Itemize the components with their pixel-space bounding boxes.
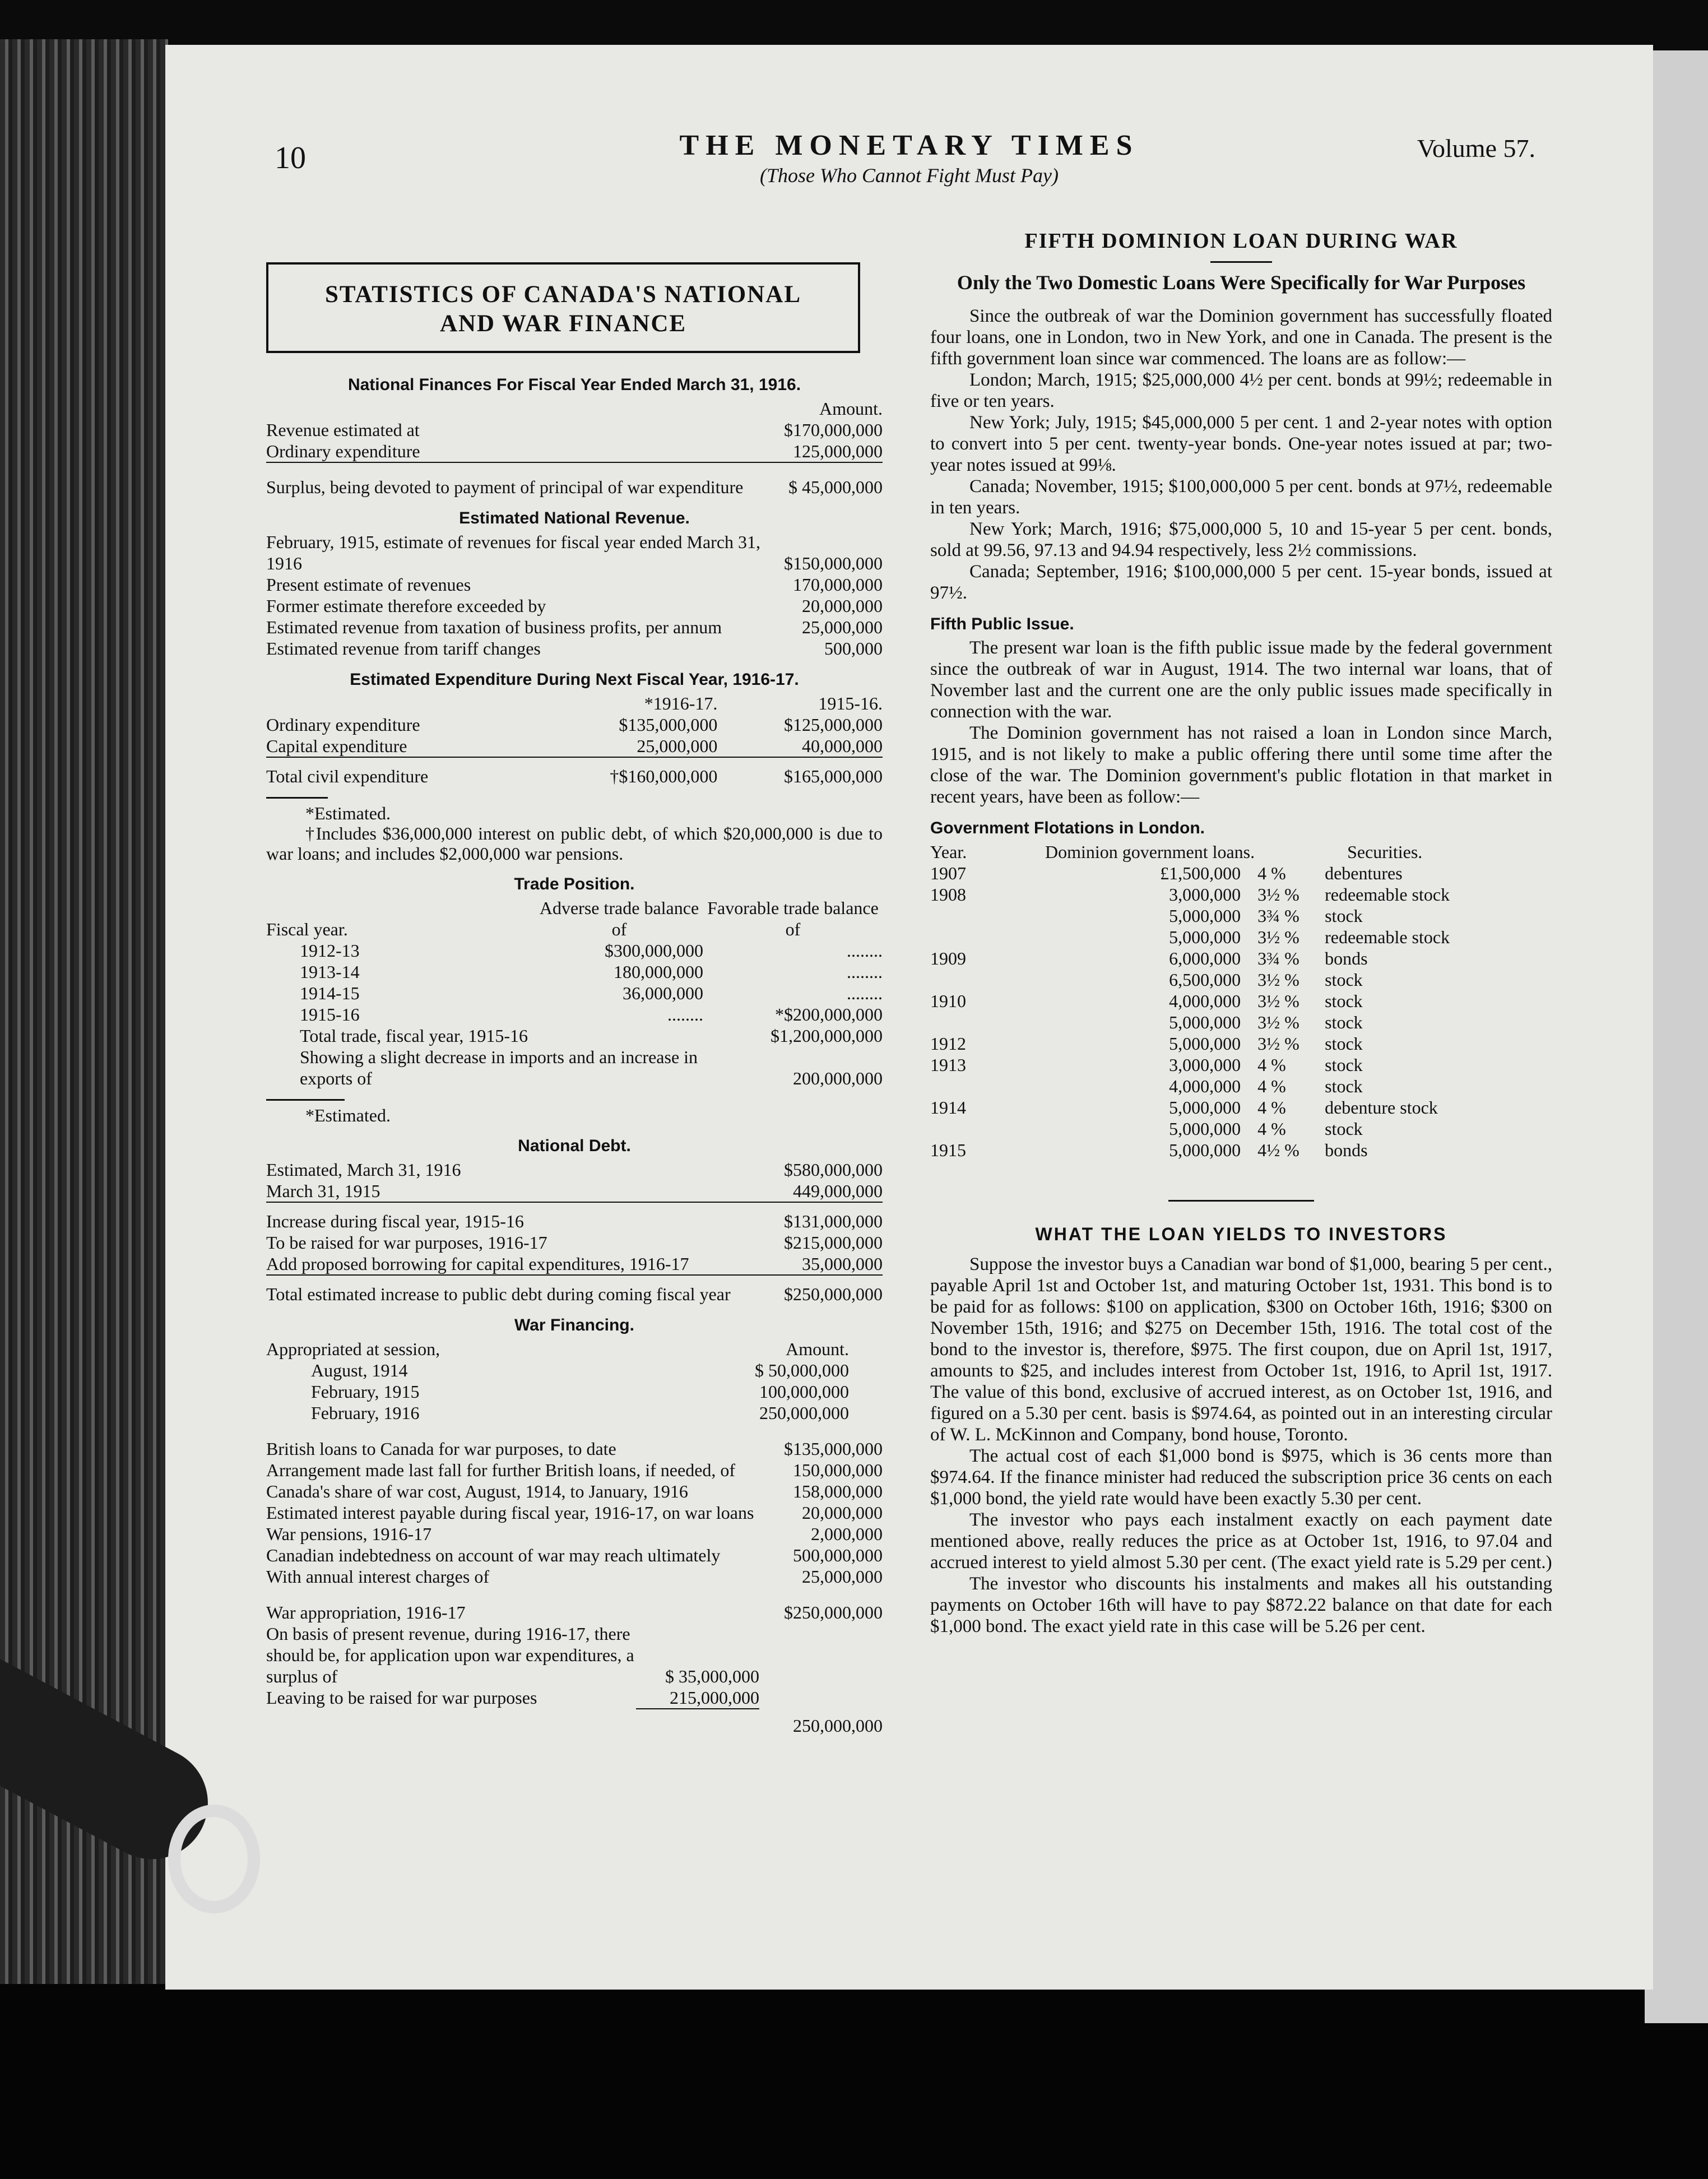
flotation-year: [930, 1075, 981, 1097]
flotation-amt: 5,000,000: [1169, 927, 1241, 947]
flotation-rate: 4 %: [1257, 1119, 1286, 1139]
table-row: February, 1915 100,000,000: [311, 1381, 849, 1402]
table-row: Ordinary expenditure 125,000,000: [266, 441, 883, 461]
right-column: [930, 213, 1552, 1637]
flotation-year: [930, 1118, 981, 1139]
table-row: August, 1914 $ 50,000,000: [311, 1360, 849, 1380]
flotation-rate: 4½ %: [1257, 1140, 1299, 1160]
flotation-amt: 5,000,000: [1169, 1097, 1241, 1118]
table-row: [930, 1054, 1552, 1075]
table-row: Leaving to be raised for war purposes 215,000,000: [266, 1687, 759, 1708]
table-row: February, 1915, estimate of revenues for fiscal year ended March 31, 1916 $150,000,000: [266, 532, 883, 573]
box-title-line-1: STATISTICS OF CANADA'S NATIONAL: [324, 281, 802, 308]
masthead: THE MONETARY TIMES: [679, 129, 1139, 161]
table-row: Estimated revenue from tariff changes 500,000: [266, 638, 883, 659]
flotation-year: [930, 926, 981, 948]
flotation-sec: stock: [1325, 1033, 1363, 1054]
flotation-amt: 3,000,000: [1169, 884, 1241, 905]
table-row: Former estimate therefore exceeded by 20,000,000: [266, 596, 883, 616]
yield-paragraph: Suppose the investor buys a Canadian war bond of $1,000, bearing 5 per cent., payable April 1st and October 1st, and maturing October 1st, 1931. This bond is to be paid for as follows: $100 on application, $300 on October 16th, 1916; $300 on November 15th, 1916; and $275 on December 15th, 1916. The total cost of the bond to the investor is, therefore, $975. The first coupon, due on April 1st, 1917, amounts to $25, and includes interest from October 1st, 1916, to April 1st, 1917. The value of this bond, exclusive of accrued interest, as on October 1st, 1916, and figured on a 5.30 per cent. basis is $974.64, as pointed out in an interesting circular of W. L. McKinnon and Company, bond house, Toronto.: [930, 1254, 1552, 1445]
table-row: Add proposed borrowing for capital expenditures, 1916-17 35,000,000: [266, 1254, 883, 1274]
table-row: Showing a slight decrease in imports and an increase in exports of 200,000,000: [300, 1047, 883, 1088]
flotation-year: [930, 1012, 981, 1033]
flotation-rate: 4 %: [1257, 1055, 1286, 1075]
table-row: With annual interest charges of 25,000,000: [266, 1566, 883, 1587]
table-row: [930, 990, 1552, 1012]
table-row: British loans to Canada for war purposes, to date $135,000,000: [266, 1439, 883, 1459]
flotation-amt: 4,000,000: [1169, 991, 1241, 1011]
divider: [266, 1099, 345, 1101]
bottom-shadow: [0, 1984, 1708, 2179]
flotation-sec: stock: [1325, 1119, 1363, 1139]
table-row: Total trade, fiscal year, 1915-16 $1,200,000,000: [300, 1026, 883, 1046]
fifth-issue-heading: Fifth Public Issue.: [930, 615, 1074, 633]
table-row: Revenue estimated at $170,000,000: [266, 420, 883, 440]
table-row: Total estimated increase to public debt during coming fiscal year $250,000,000: [266, 1284, 883, 1304]
yield-paragraph: The investor who discounts his instalments and makes all his outstanding payments on October 16th will have to pay $872.22 balance on that date for each $1,000 bond. The exact yield rate in this case will be 5.26 per cent.: [930, 1574, 1552, 1636]
flotation-sec: debentures: [1325, 863, 1403, 883]
flotation-rate: 3½ %: [1257, 1033, 1299, 1054]
page-header: [165, 129, 1653, 207]
table-row: [930, 1075, 1552, 1097]
table-row: On basis of present revenue, during 1916-17, there should be, for application upon war expenditures, a surplus of $ 35,000,000: [266, 1624, 759, 1686]
box-title-line-2: AND WAR FINANCE: [439, 310, 687, 337]
flotation-year: 1914: [930, 1097, 966, 1118]
volume-label: Volume 57.: [1417, 134, 1535, 163]
expenditure-heading: Estimated Expenditure During Next Fiscal Year, 1916-17.: [350, 670, 799, 689]
flotation-sec: stock: [1325, 991, 1363, 1011]
binder-ring: [168, 1805, 260, 1913]
loan-paragraph: Canada; November, 1915; $100,000,000 5 per cent. bonds at 97½, redeemable in ten years.: [930, 476, 1552, 518]
intro-paragraph: Since the outbreak of war the Dominion government has successfully floated four loans, one in London, two in New York, and one in Canada. The present is the fifth government loan since war commenced. The loans are as follow:—: [930, 306, 1552, 369]
table-row: Total civil expenditure †$160,000,000 $165,000,000: [266, 766, 883, 786]
flotation-rate: 4 %: [1257, 1097, 1286, 1118]
flotation-sec: redeemable stock: [1325, 884, 1450, 905]
trade-position-heading: Trade Position.: [514, 875, 635, 893]
table-row: 1914-15 36,000,000 ........: [300, 983, 883, 1003]
flotation-amt: 5,000,000: [1169, 906, 1241, 926]
table-row: [930, 863, 1552, 884]
flotation-amt: 4,000,000: [1169, 1076, 1241, 1096]
flotation-year: 1910: [930, 991, 966, 1011]
loan-paragraph: Canada; September, 1916; $100,000,000 5 per cent. 15-year bonds, issued at 97½.: [930, 562, 1552, 603]
flotation-amt: 5,000,000: [1169, 1012, 1241, 1032]
table-row: Estimated revenue from taxation of business profits, per annum 25,000,000: [266, 617, 883, 637]
yield-heading: WHAT THE LOAN YIELDS TO INVESTORS: [1035, 1224, 1447, 1244]
estimated-revenue-table: [266, 531, 883, 659]
statistics-section: [266, 262, 883, 1736]
table-row: To be raised for war purposes, 1916-17 $215,000,000: [266, 1232, 883, 1253]
flotation-rate: 3½ %: [1257, 1012, 1299, 1032]
footnote: *Estimated.: [305, 1105, 391, 1125]
fifth-issue-paragraph: The present war loan is the fifth public issue made by the federal government since the outbreak of war in August, 1914. The two internal war loans, that of November last and the current one are the only public issues made specifically in connection with the war.: [930, 638, 1552, 722]
flotation-sec: debenture stock: [1325, 1097, 1438, 1118]
yield-paragraph: The actual cost of each $1,000 bond is $975, which is 36 cents more than $974.64. If the finance minister had reduced the subscription price 36 cents on each $1,000 bond, the yield rate would have been exactly 5.30 per cent.: [930, 1446, 1552, 1509]
yield-paragraph: The investor who pays each instalment exactly on each payment date mentioned above, really reduces the price as at October 1st, 1916, to 97.04 and accrued interest to yield almost 5.30 per cent. (The exact yield rate is 5.29 per cent.): [930, 1510, 1552, 1573]
table-row: Capital expenditure 25,000,000 40,000,000: [266, 736, 883, 756]
footnote: *Estimated.: [305, 803, 391, 823]
loan-paragraph: New York; July, 1915; $45,000,000 5 per cent. 1 and 2-year notes with option to convert into 5 per cent. twenty-year bonds. One-year notes issued at par; two-year notes issued at 99⅛.: [930, 412, 1552, 475]
table-row: Estimated, March 31, 1916 $580,000,000: [266, 1160, 883, 1180]
table-row: [930, 948, 1552, 969]
flotation-rate: 3½ %: [1257, 970, 1299, 990]
flotation-amt: £1,500,000: [1160, 863, 1241, 883]
flotation-sec: stock: [1325, 1012, 1363, 1032]
flotations-table: Year. Dominion government loans. Securities. 1907 £1,500,000 4 % debentures 1908 3,000,000 3½ % redeemable stock 5,000,000 3¾ % stock 5,000,000 3½ % redeemable stock 1909 6,000,000 3¾ % bonds 6,500,000 3½ % stock 1910 4,000,000 3½ % stock 5,000,000 3½ % stock 1912 5,000,000 3½ % stock 1913 3,000,000 4 % stock 4,000,000 4 % stock 1914 5,000,000 4 % debenture stock 5,000,000 4 % stock 1915 5,000,000 4½ % bonds: [930, 841, 1552, 1161]
flotation-year: 1913: [930, 1055, 966, 1075]
table-row: 1913-14 180,000,000 ........: [300, 962, 883, 982]
flotation-year: 1915: [930, 1140, 966, 1160]
table-row: Arrangement made last fall for further British loans, if needed, of 150,000,000: [266, 1460, 883, 1480]
flotation-year: [930, 905, 981, 926]
flotation-sec: stock: [1325, 1076, 1363, 1096]
flotation-sec: stock: [1325, 1055, 1363, 1075]
masthead-subtitle: (Those Who Cannot Fight Must Pay): [760, 164, 1059, 187]
facing-page-edge: [1645, 50, 1708, 2023]
flotation-year: 1909: [930, 948, 966, 968]
table-row: [930, 1139, 1552, 1161]
table-row: Increase during fiscal year, 1915-16 $131,000,000: [266, 1211, 883, 1231]
table-row: Canada's share of war cost, August, 1914, to January, 1916 158,000,000: [266, 1481, 883, 1501]
fifth-issue-paragraph: The Dominion government has not raised a loan in London since March, 1915, and is not likely to make a public offering there until some time after the close of the war. The Dominion government's public flotation in that market in recent years, have been as follow:—: [930, 723, 1552, 807]
flotation-amt: 5,000,000: [1169, 1140, 1241, 1160]
left-column: [255, 213, 1039, 1736]
flotation-year: 1908: [930, 884, 966, 905]
flotation-year: [930, 969, 981, 990]
flotation-sec: redeemable stock: [1325, 927, 1450, 947]
flotation-rate: 3½ %: [1257, 927, 1299, 947]
flotation-sec: bonds: [1325, 948, 1368, 968]
flotations-heading: Government Flotations in London.: [930, 819, 1205, 837]
flotation-amt: 3,000,000: [1169, 1055, 1241, 1075]
article-subtitle: Only the Two Domestic Loans Were Specifically for War Purposes: [957, 271, 1526, 294]
table-row: 250,000,000: [793, 1716, 883, 1736]
flotation-rate: 4 %: [1257, 863, 1286, 883]
table-row: [930, 1118, 1552, 1139]
flotation-rate: 3¾ %: [1257, 906, 1299, 926]
table-row: 1915-16 ........ *$200,000,000: [300, 1004, 883, 1024]
divider: [266, 797, 328, 799]
table-row: February, 1916 250,000,000: [311, 1403, 849, 1423]
table-row: Surplus, being devoted to payment of principal of war expenditure $ 45,000,000: [266, 477, 883, 497]
statistics-title-box: [266, 262, 860, 353]
flotation-amt: 6,000,000: [1169, 948, 1241, 968]
national-debt-heading: National Debt.: [518, 1137, 631, 1155]
footnote: †Includes $36,000,000 interest on public debt, of which $20,000,000 is due to war loans; and includes $2,000,000 war pensions.: [266, 823, 883, 864]
table-row: Canadian indebtedness on account of war may reach ultimately 500,000,000: [266, 1545, 883, 1565]
page-number: 10: [275, 141, 306, 175]
table-row: [930, 926, 1552, 948]
flotation-rate: 3½ %: [1257, 991, 1299, 1011]
flotation-sec: stock: [1325, 906, 1363, 926]
flotation-amt: 5,000,000: [1169, 1119, 1241, 1139]
table-row: March 31, 1915 449,000,000: [266, 1181, 883, 1201]
flotation-sec: bonds: [1325, 1140, 1368, 1160]
flotation-rate: 4 %: [1257, 1076, 1286, 1096]
flotation-year: 1912: [930, 1033, 966, 1054]
table-row: Present estimate of revenues 170,000,000: [266, 574, 883, 595]
section-divider: [1168, 1200, 1314, 1202]
table-row: Estimated interest payable during fiscal year, 1916-17, on war loans 20,000,000: [266, 1503, 883, 1523]
war-financing-heading: War Financing.: [514, 1316, 634, 1334]
table-row: Ordinary expenditure $135,000,000 $125,000,000: [266, 715, 883, 735]
flotation-year: 1907: [930, 863, 966, 883]
estimated-revenue-heading: Estimated National Revenue.: [459, 509, 690, 527]
national-finances-heading: National Finances For Fiscal Year Ended March 31, 1916.: [347, 375, 801, 394]
loan-paragraph: London; March, 1915; $25,000,000 4½ per cent. bonds at 99½; redeemable in five or ten years.: [930, 370, 1552, 411]
table-row: 1912-13 $300,000,000 ........: [300, 940, 883, 961]
table-row: War appropriation, 1916-17 $250,000,000: [266, 1602, 883, 1622]
flotation-amt: 6,500,000: [1169, 970, 1241, 990]
article-title: FIFTH DOMINION LOAN DURING WAR: [1024, 229, 1458, 253]
table-row: War pensions, 1916-17 2,000,000: [266, 1524, 883, 1544]
war-surplus-table: [266, 1623, 883, 1736]
table-row: [930, 1097, 1552, 1118]
national-finances-table: [266, 398, 883, 498]
war-financing-table: Appropriated at session, Amount. August, 1914 $ 50,000,000 February, 1915 100,000,000 February, 1916 250,000,000 British loans to Canada for war purposes, to date $135,000,000 Arrangement made last fall for further British loans, if needed, of 150,000,000 Canada's share of war cost, August, 1914, to January, 1916 158,000,000 Estimated interest payable during fiscal year, 1916-17, on war loans 20,000,000 War pensions, 1916-17 2,000,000 Canadian indebtedness on account of war may reach ultimately 500,000,000 With annual interest charges of 25,000,000 War appropriation, 1916-17 $250,000,000: [266, 1339, 883, 1622]
loan-paragraph: New York; March, 1916; $75,000,000 5, 10 and 15-year 5 per cent. bonds, sold at 99.56, 97.13 and 94.94 respectively, less 2½ commissions.: [930, 519, 1552, 560]
flotation-rate: 3¾ %: [1257, 948, 1299, 968]
table-row: [930, 969, 1552, 990]
table-row: [930, 884, 1552, 905]
divider: [1210, 261, 1272, 263]
table-row: [930, 905, 1552, 926]
flotation-amt: 5,000,000: [1169, 1033, 1241, 1054]
flotation-rate: 3½ %: [1257, 884, 1299, 905]
expenditure-table: *1916-17. 1915-16. Ordinary expenditure $135,000,000 $125,000,000 Capital expenditure 25,000,000 40,000,000 Total civil expenditure †$160,000,000 $165,000,000: [266, 693, 883, 786]
magazine-page: [165, 45, 1653, 1990]
flotation-sec: stock: [1325, 970, 1363, 990]
table-row: [930, 1012, 1552, 1033]
trade-position-table: Fiscal year. Adverse trade balance of Favorable trade balance of 1912-13 $300,000,000 ........ 1913-14 180,000,000 ........ 1914-15 36,000,000 ........ 1915-16 ........ *$200,000,000 Total trade, fiscal year, 1915-16 $1,200,000,000 Showing a slight decrease in imports and an increase in exports of 200,000,000: [266, 898, 883, 1088]
amount-header: Amount.: [819, 398, 883, 419]
table-row: [930, 1033, 1552, 1054]
national-debt-table: [266, 1159, 883, 1305]
